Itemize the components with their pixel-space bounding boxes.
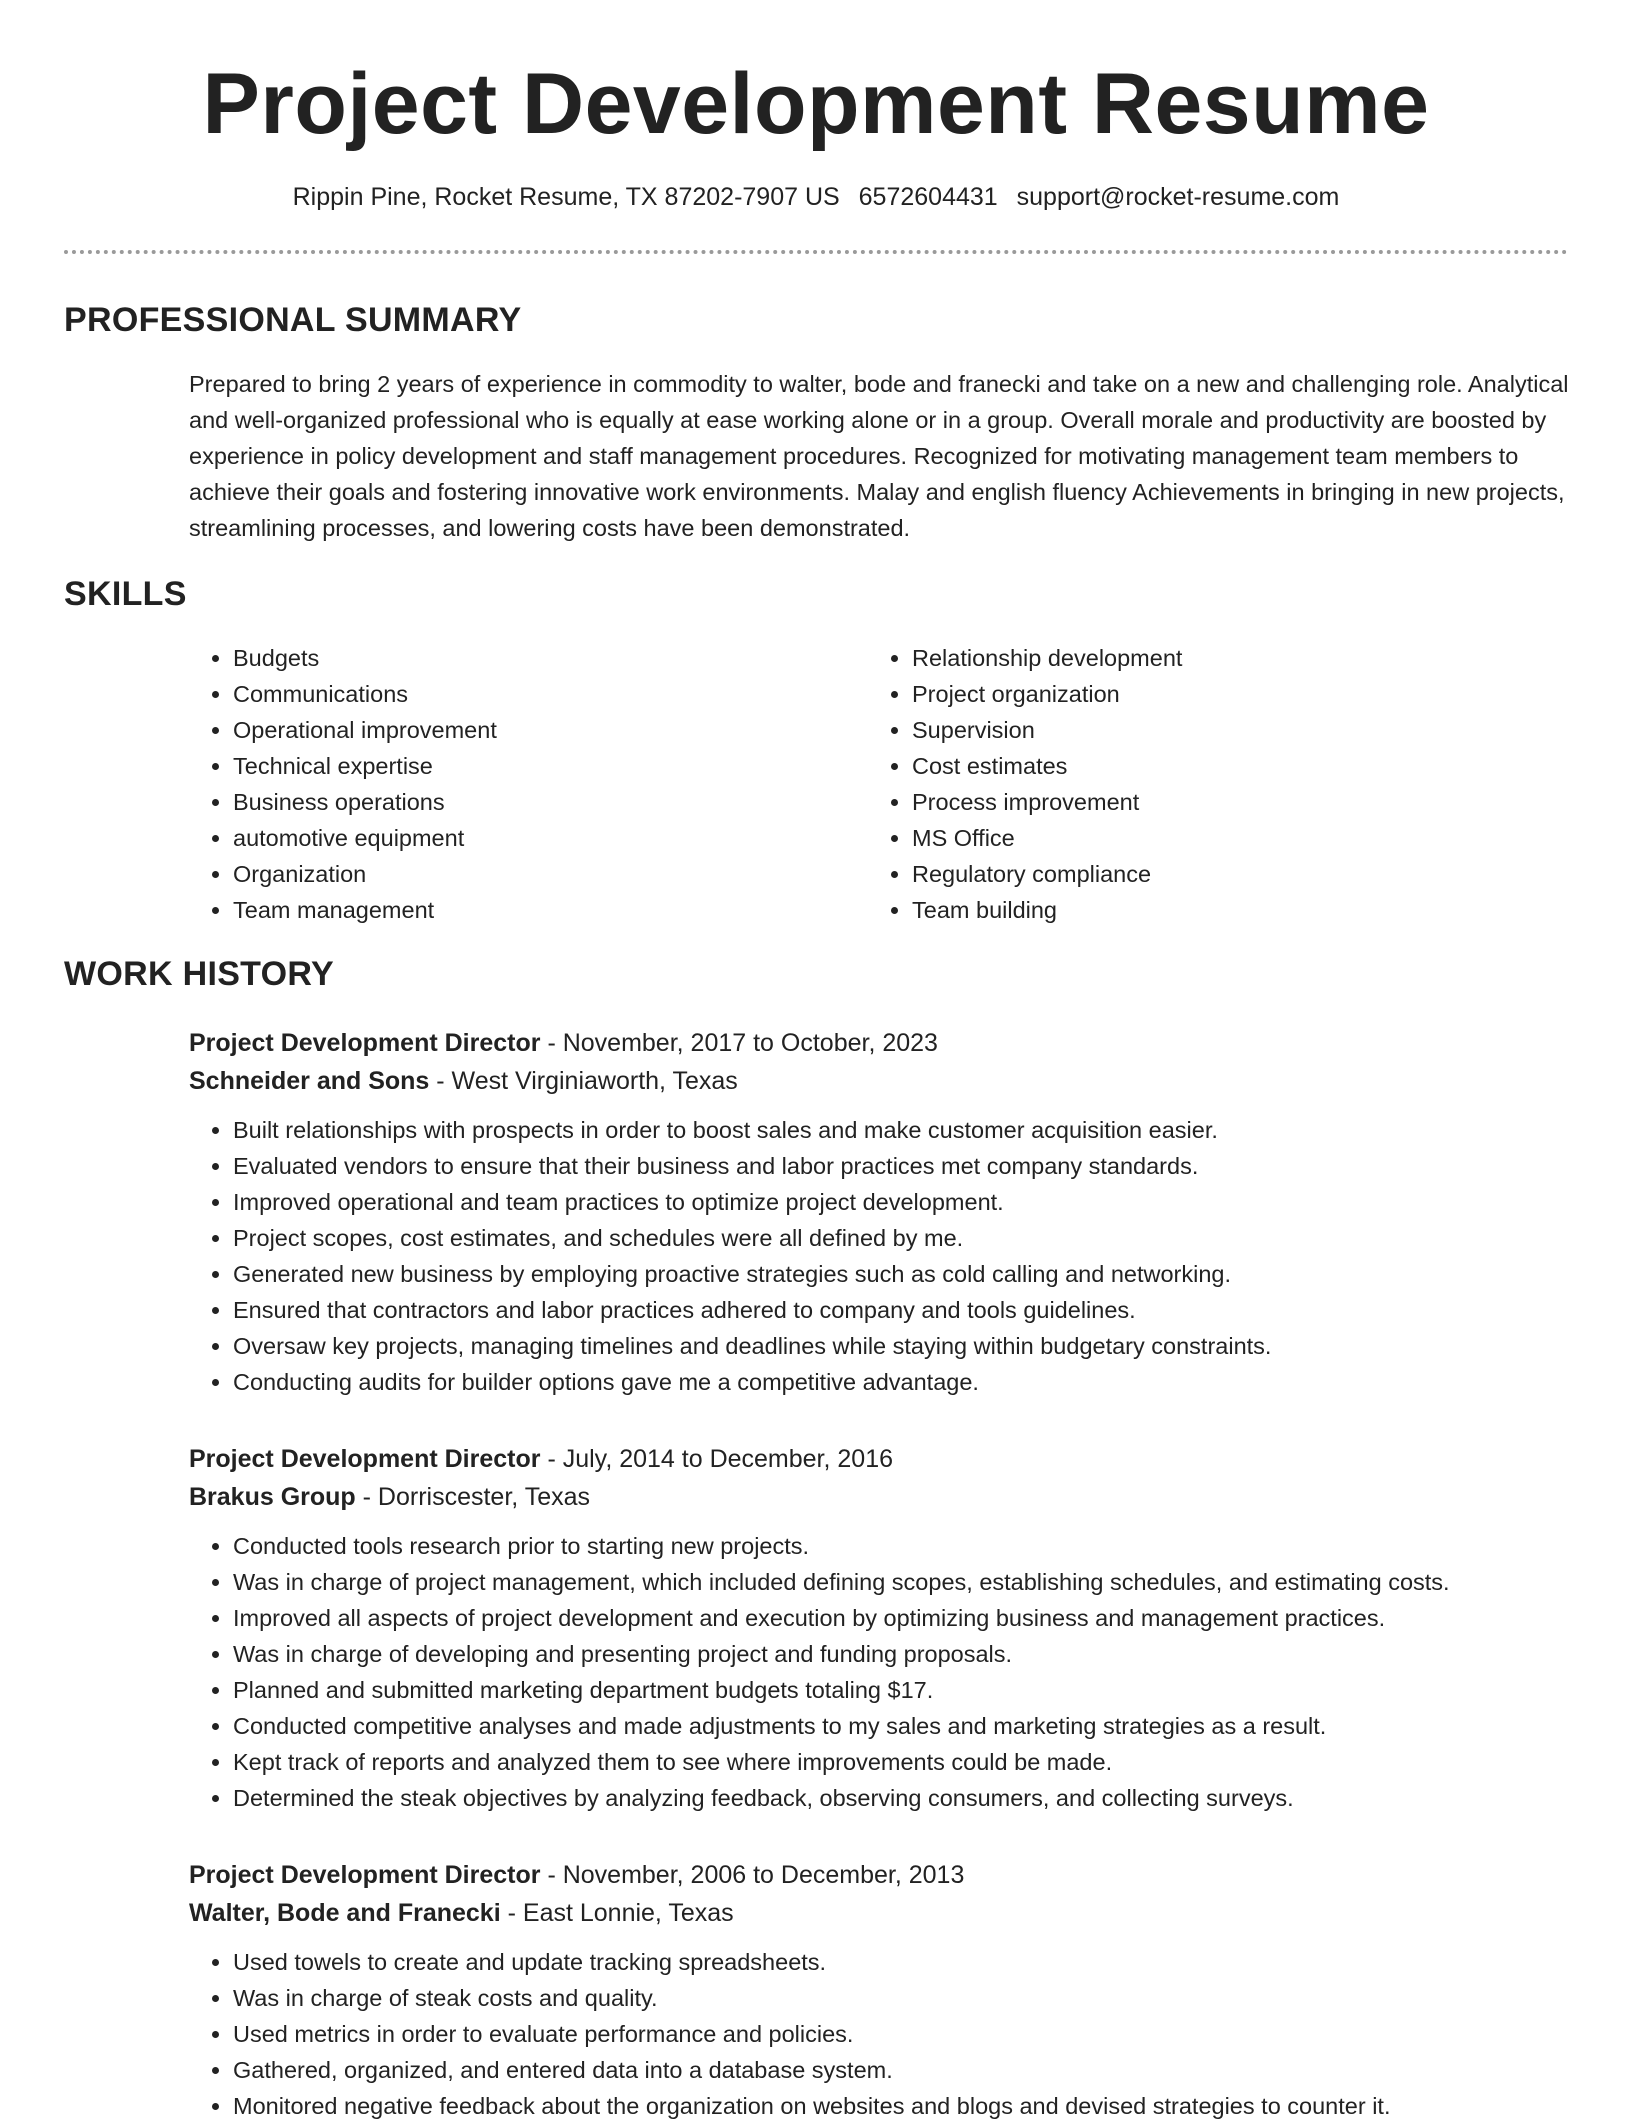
job-dates: - November, 2017 to October, 2023 [540, 1029, 938, 1057]
job-bullet: • Gathered, organized, and entered data into a database system. [233, 2052, 1589, 2088]
job-bullet: • Ensured that contractors and labor practices adhered to company and tools guidelines. [233, 1292, 1589, 1328]
job-company: Brakus Group [189, 1483, 356, 1511]
job-bullets [189, 1528, 1589, 1816]
job-bullet: • Was in charge of developing and presenting project and funding proposals. [233, 1636, 1589, 1672]
skills-heading: SKILLS [64, 575, 187, 613]
job-dates: - July, 2014 to December, 2016 [540, 1445, 894, 1473]
job-bullet: • Was in charge of steak costs and quality. [233, 1980, 1589, 2016]
job-bullet: • Determined the steak objectives by analyzing feedback, observing consumers, and collecting surveys. [233, 1780, 1589, 1816]
skill-item: • Business operations [233, 784, 497, 820]
job-bullet: • Used towels to create and update tracking spreadsheets. [233, 1944, 1589, 1980]
job-bullet: • Conducted tools research prior to starting new projects. [233, 1528, 1589, 1564]
job-location: - West Virginiaworth, Texas [429, 1067, 738, 1095]
job-bullets [189, 1112, 1589, 1400]
job-bullet: • Monitored negative feedback about the organization on websites and blogs and devised strategies to counter it. [233, 2088, 1589, 2124]
header-divider [64, 250, 1568, 254]
job-bullet: • Used metrics in order to evaluate performance and policies. [233, 2016, 1589, 2052]
skill-item: • Supervision [912, 712, 1182, 748]
job-bullet: • Project scopes, cost estimates, and schedules were all defined by me. [233, 1220, 1589, 1256]
skill-item: • Regulatory compliance [912, 856, 1182, 892]
work-history-heading: WORK HISTORY [64, 955, 334, 993]
job-location: - East Lonnie, Texas [500, 1899, 734, 1927]
job-bullets [189, 1944, 1589, 2124]
job-bullet: • Conducting audits for builder options gave me a competitive advantage. [233, 1364, 1589, 1400]
job-bullet: • Was in charge of project management, which included defining scopes, establishing schedules, and estimating costs. [233, 1564, 1589, 1600]
summary-heading: PROFESSIONAL SUMMARY [64, 301, 522, 339]
job-entry [189, 1440, 1589, 1816]
job-company: Walter, Bode and Franecki [189, 1899, 501, 1927]
job-entry [189, 1856, 1589, 2124]
skill-item: • Team management [233, 892, 497, 928]
skill-item: • Operational improvement [233, 712, 497, 748]
job-bullet: • Built relationships with prospects in order to boost sales and make customer acquisition easier. [233, 1112, 1589, 1148]
contact-address: Rippin Pine, Rocket Resume, TX 87202-7907 US [292, 183, 840, 211]
job-location: - Dorriscester, Texas [355, 1483, 591, 1511]
job-bullet: • Oversaw key projects, managing timelines and deadlines while staying within budgetary constraints. [233, 1328, 1589, 1364]
skill-item: • Project organization [912, 676, 1182, 712]
skill-item: • Cost estimates [912, 748, 1182, 784]
skill-item: • MS Office [912, 820, 1182, 856]
job-company-line [189, 1894, 1589, 1932]
contact-phone: 6572604431 [858, 183, 998, 211]
job-bullet: • Generated new business by employing proactive strategies such as cold calling and networking. [233, 1256, 1589, 1292]
job-title-line [189, 1024, 1589, 1062]
job-title: Project Development Director [189, 1861, 541, 1889]
resume-title: Project Development Resume [202, 56, 1430, 152]
skill-item: • Relationship development [912, 640, 1182, 676]
skill-item: • Budgets [233, 640, 497, 676]
skills-list-left [189, 640, 497, 928]
job-bullet: • Conducted competitive analyses and made adjustments to my sales and marketing strategies as a result. [233, 1708, 1589, 1744]
job-company: Schneider and Sons [189, 1067, 430, 1095]
job-title-line [189, 1440, 1589, 1478]
job-title-line [189, 1856, 1589, 1894]
skill-item: • Team building [912, 892, 1182, 928]
skill-item: • automotive equipment [233, 820, 497, 856]
job-company-line [189, 1062, 1589, 1100]
job-dates: - November, 2006 to December, 2013 [540, 1861, 965, 1889]
job-bullet: • Evaluated vendors to ensure that their business and labor practices met company standards. [233, 1148, 1589, 1184]
contact-email: support@rocket-resume.com [1016, 183, 1340, 211]
skill-item: • Process improvement [912, 784, 1182, 820]
contact-line [0, 180, 1632, 214]
job-entry [189, 1024, 1589, 1400]
job-bullet: • Improved all aspects of project development and execution by optimizing business and management practices. [233, 1600, 1589, 1636]
job-title: Project Development Director [189, 1445, 541, 1473]
skill-item: • Communications [233, 676, 497, 712]
job-bullet: • Kept track of reports and analyzed them to see where improvements could be made. [233, 1744, 1589, 1780]
job-company-line [189, 1478, 1589, 1516]
skills-list-right [868, 640, 1182, 928]
job-bullet: • Planned and submitted marketing department budgets totaling $17. [233, 1672, 1589, 1708]
skill-item: • Organization [233, 856, 497, 892]
skill-item: • Technical expertise [233, 748, 497, 784]
summary-text: Prepared to bring 2 years of experience in commodity to walter, bode and franecki and take on a new and challenging role. Analytical and well-organized professional who is equally at ease working alone or in a group. Overall morale and productivity are boosted by experience in policy development and staff management procedures. Recognized for motivating management team members to achieve their goals and fostering innovative work environments. Malay and english fluency Achievements in bringing in new projects, streamlining processes, and lowering costs have been demonstrated. [189, 371, 1569, 541]
job-title: Project Development Director [189, 1029, 541, 1057]
job-bullet: • Improved operational and team practices to optimize project development. [233, 1184, 1589, 1220]
